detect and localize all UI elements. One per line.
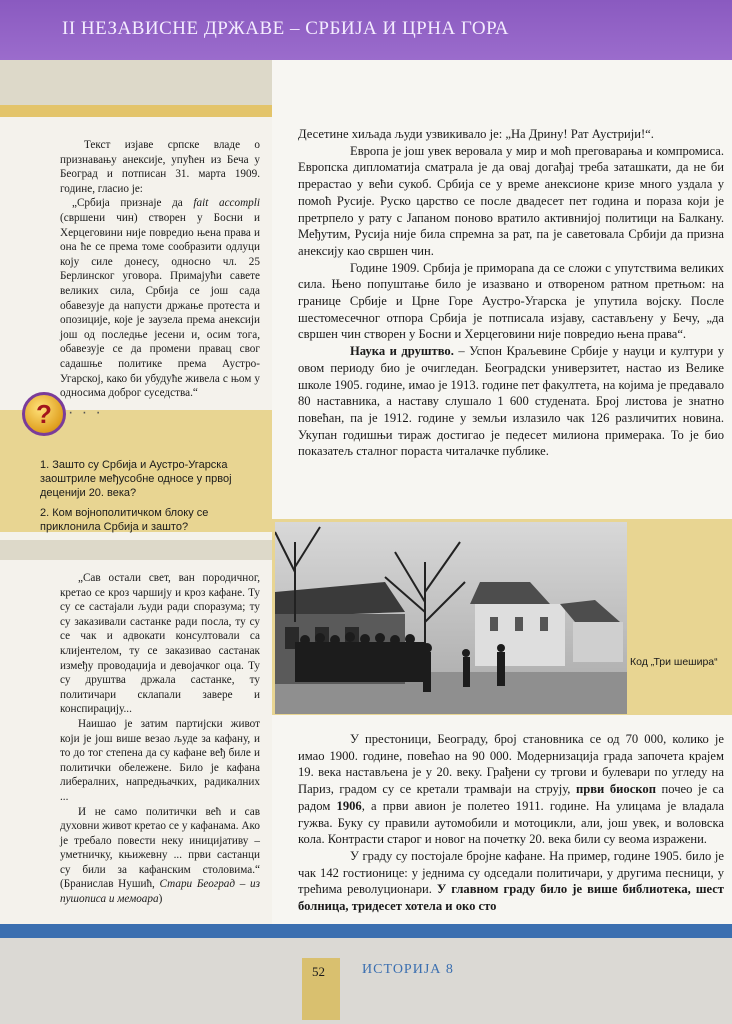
question-dots: · · ·	[68, 404, 103, 421]
source-quote-nusic	[60, 571, 260, 907]
quote-body: „Србија признаје да fait accompli (свршени чин) створен у Босни и Херцеговини није повредио њена права и она ће се према томе сообразити одлуци коју силе донесу, односно чл. 25 Берлинског уговора. Примајући савете великих сила, Србија се још сада обавезује да напусти држање протеста и опозиције, које је заузела према анексији још од последње јесени и, осим тога, обавезује се да промени правац свог садашње политике према Аустро-Угарској, како би убудуће живела с њом у односима доброг суседства.“	[60, 197, 260, 400]
paragraph: Десетине хиљада људи узвикивало је: „На Дрину! Рат Аустрији!“.	[298, 127, 654, 141]
quote-nusic-p3: И не само политички већ и сав духовни живот кретао се у кафанама. Ако је требало повести неку иницијативу – уметничку, књижевну ... први састанци су били за кафанским столовима.“ (Бранислав Нушић, Стари Београд – из пушописа и мемоара)	[60, 805, 260, 906]
source-quote-declaration	[60, 138, 260, 401]
main-text-bottom	[298, 731, 724, 915]
paragraph-belgrade: У престоници, Београду, број становника се од 70 000, колико је имао 1900. године, повећао на 90 000. Модернизација града започета крајем 19. века настављена је у 20. веку. Грађени су тргови и булевари по угледу на Париз, градом су се кретали трамваји на струју, први биоскоп почео је са радом 1906, а први авион је полетео 1911. године. На улицама је владала гужва. Буку су правили аутомобили и мотоцикли, али, још увек, и воловска кола. Контрасти старог и новог на почетку 20. века били су веома изражени.	[298, 732, 724, 847]
paragraph-kafane: У граду су постојале бројне кафане. На пример, године 1905. било је чак 142 гостионице: у једнима су одседали политичари, у другима песници, у трећима револуционари. У главном граду било је више библиотека, шест болница, тридесет хотела и око сто	[298, 848, 724, 914]
main-text-top	[298, 126, 724, 460]
left-top-accent	[0, 105, 272, 117]
question-1: 1. Зашто су Србија и Аустро-Угарска заоштриле међусобне односе у првој деценији 20. века?	[40, 459, 232, 499]
question-mark-icon: ?	[22, 392, 66, 436]
paragraph-science: Наука и друштво. – Успон Краљевине Србије у науци и култури у овом периоду био је очигледан. Београдски универзитет, настао из Велике школе 1905. године, имао је 1913. године пет факултета, на којима је предавало 80 наставника, а наставу слушало 1 600 студената. Број листова је знатно повећан, па је 1912. године у земљи излазило чак 126 различитих новина. Укупан годишњи тираж достигао је педесет милиона примерака. То је био показатељ сталног пораста читалачке публике.	[298, 344, 724, 459]
quote-nusic-p1: „Сав остали свет, ван породичног, кретао се кроз чаршију и кроз кафане. Ту су се састајали људи ради споразума; ту су заказивали састанке ради посла, ту су се чак и адвокати консултовали са клијентелом, ту се заказивао састанак између проводаџија и девојачког оца. Ту су друштва држала састанке, ту политичари склапали заверe и конспирацију...	[60, 572, 260, 716]
paragraph: Године 1909. Србија је примораna да се сложи с упутствима великих сила. Њено попуштање било је изазвано и отвореном ратном претњом: на границе Србије и Црне Горе Аустро-Угарска је упутила војску. После шестомесечног отпора Србија је потписала изјаву, састављену у Бечу, „да свршен чин створен у Босни и Херцеговини није повредио њена права“.	[298, 260, 724, 342]
quote-nusic-p2: Наишао је затим партијски живот који је још више везао људе за кафану, и то до тог степена да су кафане веђ биле и политички обележене. Било је кафана либералних, напредњачких, радикалних ...	[60, 717, 260, 803]
question-2: 2. Ком војнополитичком блоку се приклонила Србија и зашто?	[40, 507, 209, 533]
bottom-divider	[0, 924, 732, 938]
photo-illustration	[275, 522, 627, 714]
page-number: 52	[312, 964, 325, 979]
historical-photo	[275, 522, 627, 714]
left-mid-band	[0, 540, 272, 560]
photo-caption: Код „Три шешира“	[630, 656, 718, 668]
chapter-title: II НЕЗАВИСНЕ ДРЖАВЕ – СРБИЈА И ЦРНА ГОРА	[62, 18, 510, 39]
book-title: ИСТОРИЈА 8	[362, 962, 454, 977]
chapter-header	[0, 0, 732, 60]
paragraph: Европа је још увек веровала у мир и моћ преговарања и компромиса. Европска дипломатија сматрала је да овај догађај треба заташкати, да не би прерастао у већи сукоб. Србија се у време анексионе кризе много уздала у помоћ Русије. Руско царство се после двадесет пет година и пораза који је претрпело у рату с Јапаном поново вратило активнијој политици на Балкану. Међутим, Русија није била спремна за рат, па је саветовала Србији да призна анексију као свршен чин.	[298, 143, 724, 258]
page-footer	[0, 938, 732, 1024]
quote-intro: Текст изјаве српске владе о признавању анексије, упућен из Беча у Београд и потписан 31. марта 1909. године, гласио је:	[60, 139, 260, 195]
